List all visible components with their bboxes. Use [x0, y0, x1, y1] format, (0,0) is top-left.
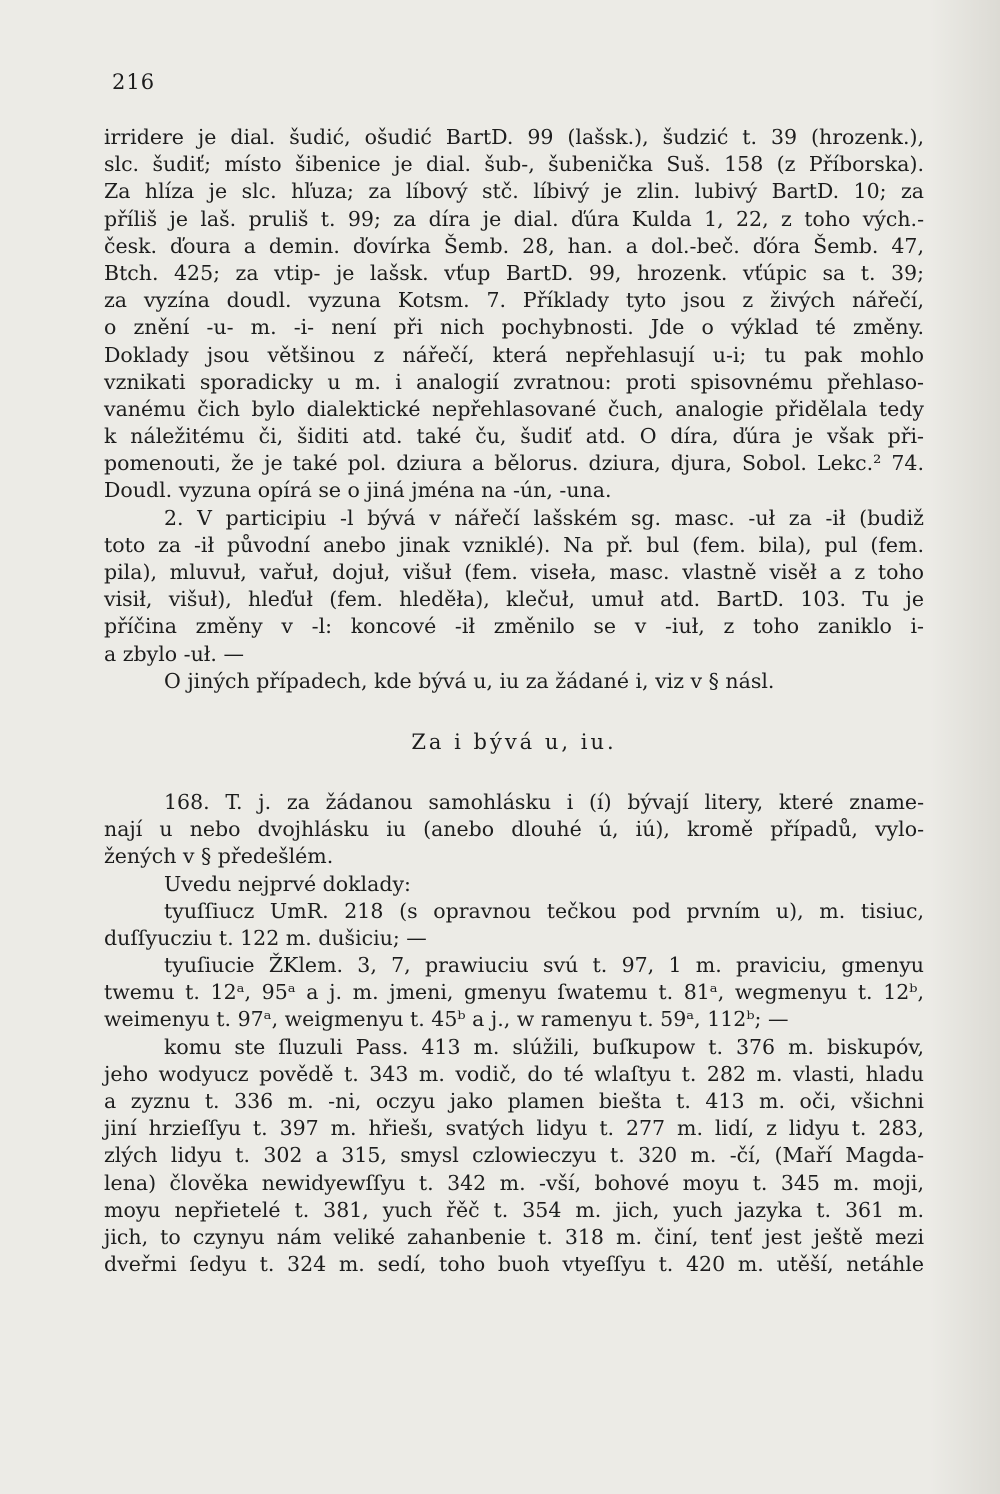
text-line: Doklady jsou většinou z nářečí, která nepřehlasují u-i; tu pak mohlo — [104, 342, 924, 367]
paragraph-4 — [104, 789, 924, 871]
text-line: Btch. 425; za vtip- je lašsk. vťup BartD. 99, hrozenk. vťúpic sa t. 39; — [104, 260, 924, 285]
text-line: Doudl. vyzuna opírá se o jiná jména na -ún, -una. — [104, 478, 612, 503]
text-line: jiní hrzieſſyu t. 397 m. hřiešı, svatých lidyu t. 277 m. lidí, z lidyu t. 283, — [104, 1116, 924, 1141]
page-edge-shadow — [930, 0, 1000, 1494]
paragraph-8 — [104, 1034, 924, 1279]
paragraph-3 — [104, 668, 924, 695]
text-line: duſſyucziu t. 122 m. dušiciu; — — [104, 925, 427, 950]
text-line: toto za -ił původní anebo jinak vzniklé). Na př. bul (fem. bila), pul (fem. — [104, 532, 924, 557]
text-line: komu ste ſluzuli Pass. 413 m. slúžili, buſkupow t. 376 m. biskupóv, — [164, 1034, 924, 1059]
paragraph-1 — [104, 124, 924, 505]
text-line: irridere je dial. šudić, ošudić BartD. 99 (lašsk.), šudzić t. 39 (hrozenk.), — [104, 125, 924, 149]
section-heading: Za i bývá u, iu. — [411, 729, 617, 754]
text-line: moyu nepřietelé t. 381, yuch řěč t. 354 m. jich, yuch jazyka t. 361 m. — [104, 1197, 924, 1222]
text-line: příliš je laš. pruliš t. 99; za díra je dial. ďúra Kulda 1, 22, z toho vých.- — [104, 206, 924, 231]
text-line: jich, to czynyu nám veliké zahanbenie t. 318 m. činí, tenť jest ještě mezi — [104, 1224, 924, 1249]
paragraph-5 — [104, 871, 924, 898]
paragraph-2 — [104, 505, 924, 668]
text-line: vanému čich bylo dialektické nepřehlasované čuch, analogie přidělala tedy — [104, 396, 924, 421]
text-line: jeho wodyucz povědě t. 343 m. vodič, do té wlaſtyu t. 282 m. vlasti, hladu — [104, 1061, 924, 1086]
page-number: 216 — [112, 70, 156, 94]
text-line: visił, višuł), hleďuł (fem. hleděła), klečuł, umuł atd. BartD. 103. Tu je — [104, 587, 924, 612]
text-line: Za hlíza je slc. hľuza; za líbový stč. líbivý je zlin. lubivý BartD. 10; za — [104, 179, 924, 204]
text-line: za vyzína doudl. vyzuna Kotsm. 7. Příklady tyto jsou z živých nářečí, — [104, 288, 924, 313]
text-line: a zyznu t. 336 m. -ni, oczyu jako plamen biešta t. 413 m. oči, všichni — [104, 1089, 924, 1113]
text-line: zlých lidyu t. 302 a 315, smysl czlowieczyu t. 320 m. -čí, (Maří Magda- — [104, 1143, 924, 1168]
text-line: o znění -u- m. -i- není při nich pochybnosti. Jde o výklad té změny. — [104, 315, 924, 340]
text-line: vznikati sporadicky u m. i analogií zvratnou: proti spisovnému přehlaso- — [104, 369, 924, 394]
text-line: pila), mluvuł, vařuł, dojuł, višuł (fem. viseła, masc. vlastně visěł a z toho — [104, 560, 924, 584]
text-line: žených v § předešlém. — [104, 844, 334, 869]
text-line: 168. T. j. za žádanou samohlásku i (í) bývají litery, které zname- — [164, 789, 924, 814]
text-line: twemu t. 12ᵃ, 95ᵃ a j. m. jmeni, gmenyu ſwatemu t. 81ᵃ, wegmenyu t. 12ᵇ, — [104, 980, 924, 1005]
text-line: nají u nebo dvojhlásku iu (anebo dlouhé ú, iú), kromě případů, vylo- — [104, 817, 924, 842]
paragraph-7 — [104, 952, 924, 1034]
text-line: weimenyu t. 97ᵃ, weigmenyu t. 45ᵇ a j., w ramenyu t. 59ᵃ, 112ᵇ; — — [104, 1007, 789, 1032]
text-line: dveřmi ſedyu t. 324 m. sedí, toho buoh vtyeſſyu t. 420 m. utěší, netáhle — [104, 1252, 924, 1277]
text-line: tyuſiucie ŽKlem. 3, 7, prawiuciu svú t. 97, 1 m. praviciu, gmenyu — [164, 953, 924, 978]
body-text — [104, 124, 924, 1278]
text-line: tyuſſiucz UmR. 218 (s opravnou tečkou pod prvním u), m. tisiuc, — [164, 898, 924, 923]
text-line: k náležitému či, šiditi atd. také ču, šudiť atd. O díra, ďúra je však při- — [104, 424, 924, 449]
text-line: lena) člověka newidyewſſyu t. 342 m. -vší, bohové moyu t. 345 m. moji, — [104, 1170, 924, 1195]
text-line: a zbylo -uł. — — [104, 641, 244, 666]
text-line: 2. V participiu -l bývá v nářečí lašském sg. masc. -uł za -ił (budiž — [164, 505, 924, 530]
paragraph-6 — [104, 898, 924, 952]
text-line: pomenouti, že je také pol. dziura a bělorus. dziura, djura, Sobol. Lekc.² 74. — [104, 451, 924, 476]
text-line: příčina změny v -l: koncové -ił změnilo se v -iuł, z toho zaniklo i- — [104, 614, 924, 639]
text-line: slc. šudiť; místo šibenice je dial. šub-, šubenička Suš. 158 (z Příborska). — [104, 152, 924, 177]
text-line: Uvedu nejprvé doklady: — [164, 871, 411, 896]
text-line: česk. ďoura a demin. ďovírka Šemb. 28, han. a dol.-beč. ďóra Šemb. 47, — [104, 233, 924, 258]
text-line: O jiných případech, kde bývá u, iu za žádané i, viz v § násl. — [164, 668, 775, 693]
